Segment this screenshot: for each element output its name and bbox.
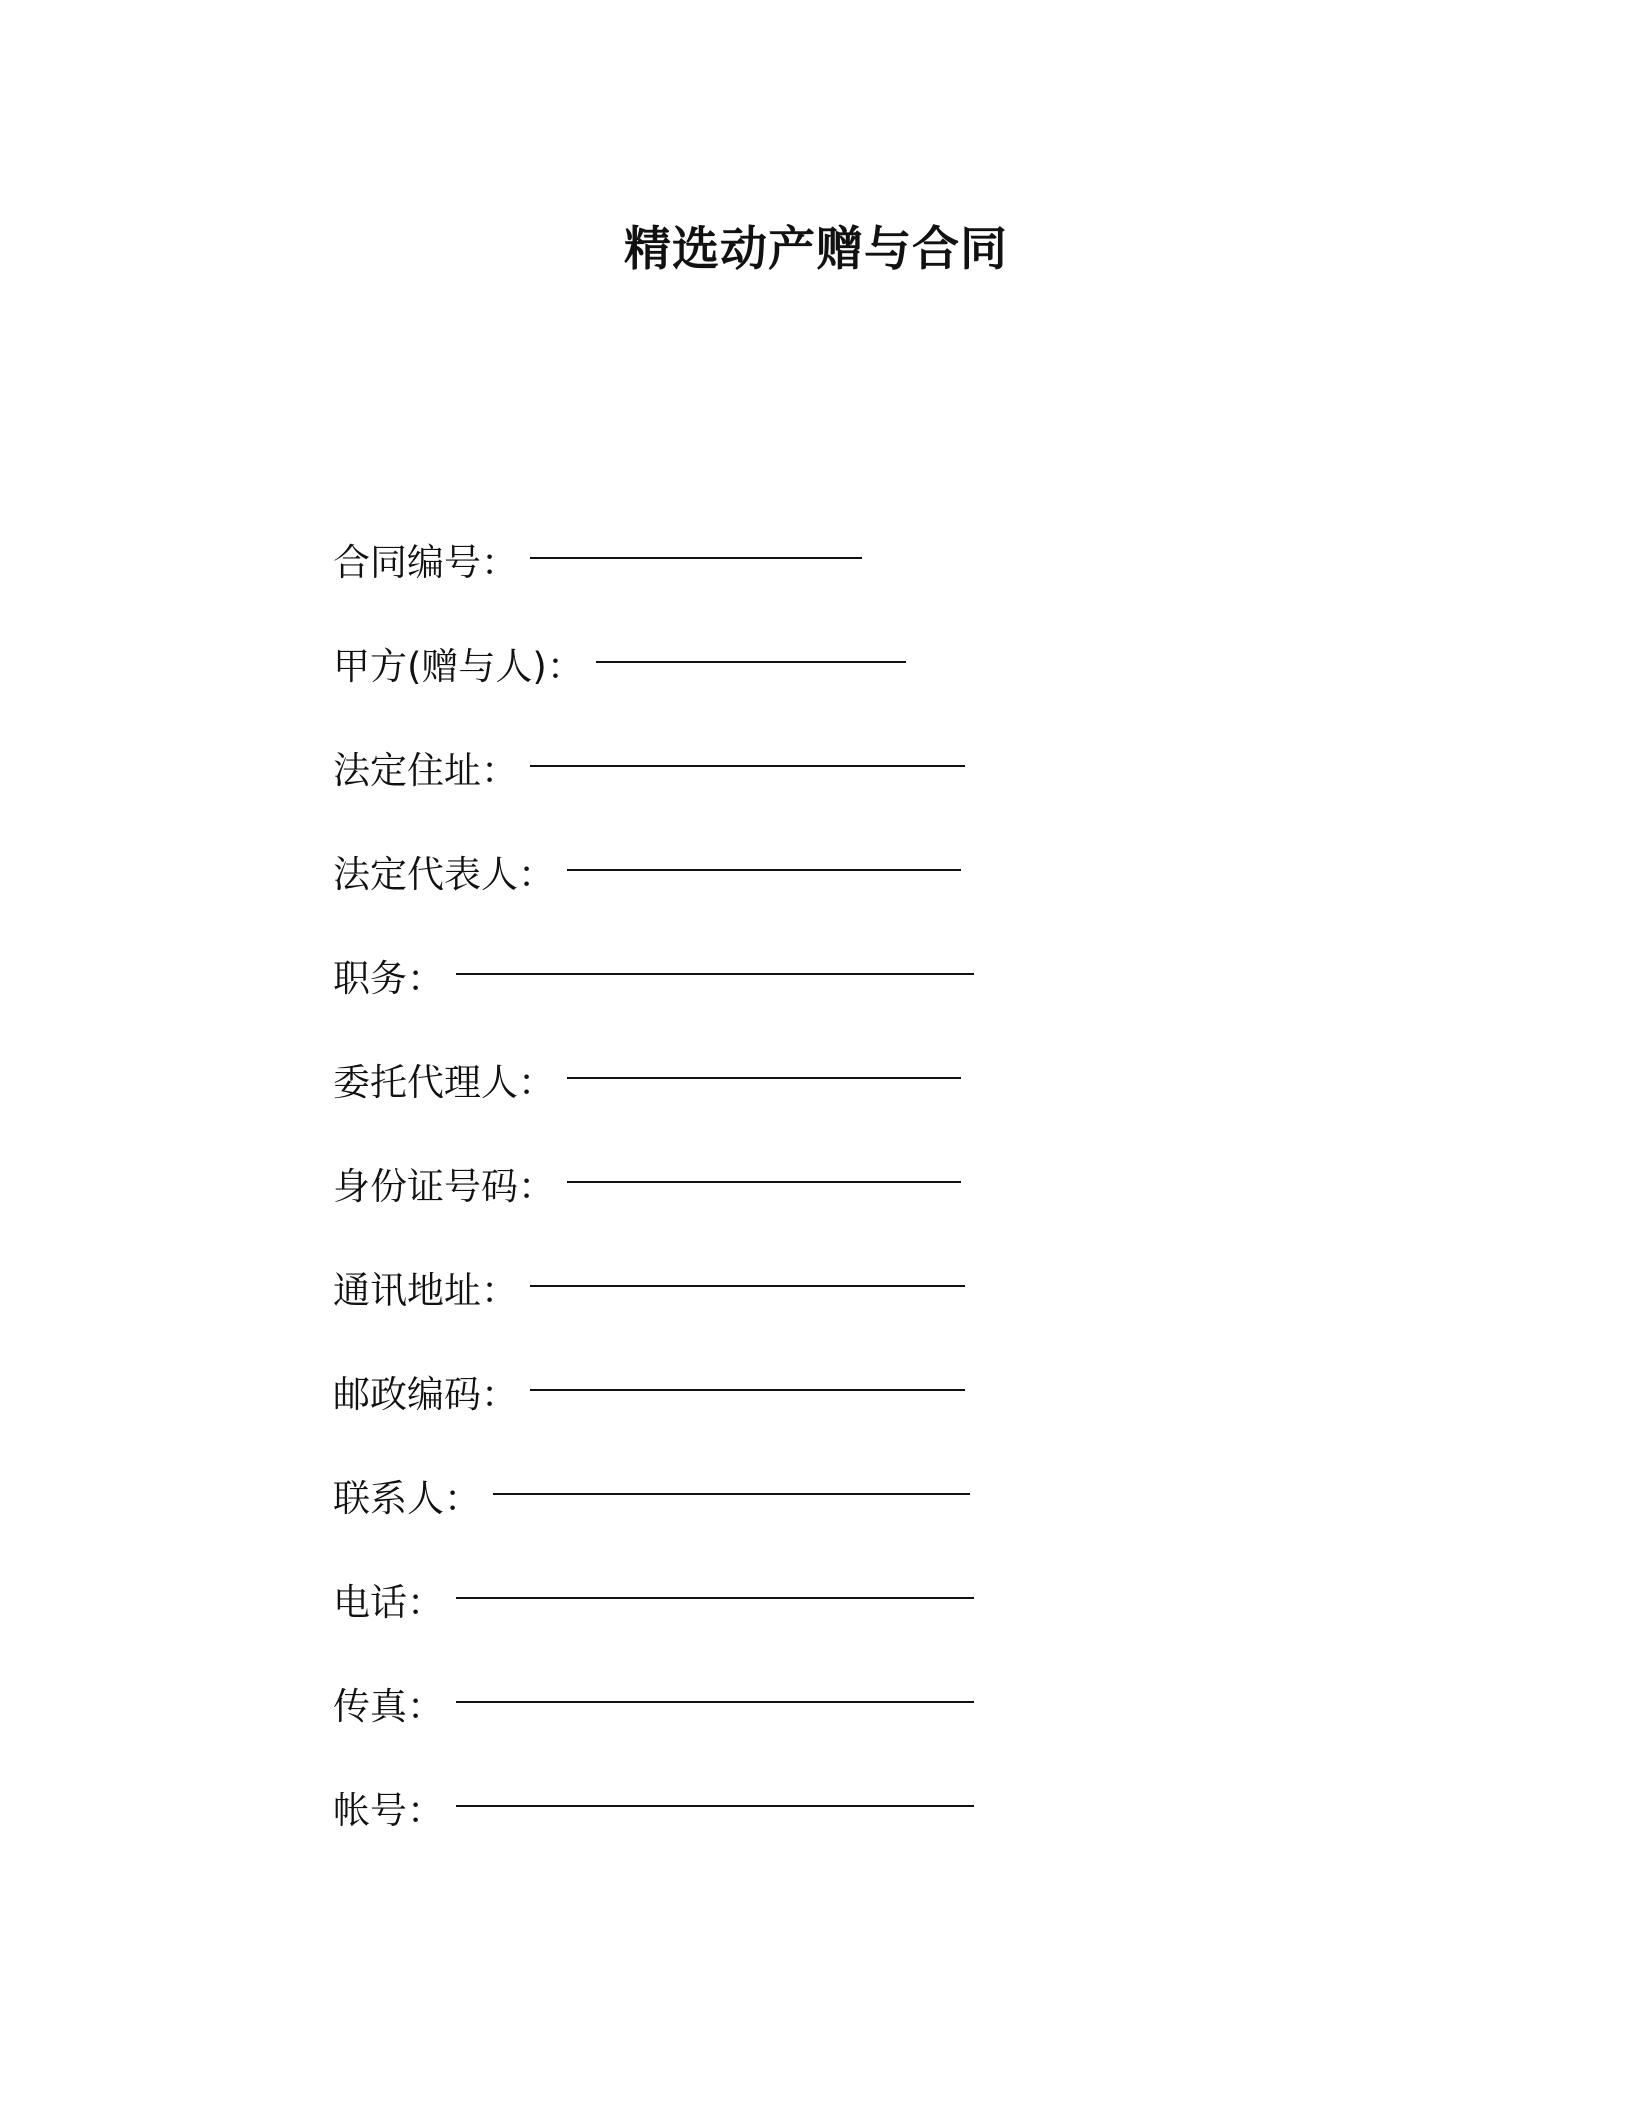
field-label: 传真：	[333, 1685, 444, 1728]
field-label: 甲方(赠与人)：	[333, 645, 584, 688]
field-mailing-address	[333, 1215, 974, 1319]
field-fax	[333, 1631, 974, 1735]
field-label: 帐号：	[333, 1789, 444, 1832]
contract-field-list	[333, 487, 974, 1839]
field-party-a-donor	[333, 591, 974, 695]
field-postal-code	[333, 1319, 974, 1423]
field-account-number	[333, 1735, 974, 1839]
field-authorized-agent	[333, 1007, 974, 1111]
field-id-number	[333, 1111, 974, 1215]
field-label: 合同编号：	[333, 541, 518, 584]
field-label: 邮政编码：	[333, 1373, 518, 1416]
blank-fill-line[interactable]	[567, 869, 961, 871]
field-label: 电话：	[333, 1581, 444, 1624]
field-contract-number	[333, 487, 974, 591]
blank-fill-line[interactable]	[456, 1805, 974, 1807]
field-position	[333, 903, 974, 1007]
field-phone	[333, 1527, 974, 1631]
blank-fill-line[interactable]	[596, 661, 906, 663]
blank-fill-line[interactable]	[456, 1701, 974, 1703]
field-label: 联系人：	[333, 1477, 481, 1520]
field-label: 法定代表人：	[333, 853, 555, 896]
field-label: 委托代理人：	[333, 1061, 555, 1104]
document-title: 精选动产赠与合同	[624, 222, 1008, 277]
field-legal-representative	[333, 799, 974, 903]
blank-fill-line[interactable]	[456, 973, 974, 975]
blank-fill-line[interactable]	[567, 1077, 961, 1079]
blank-fill-line[interactable]	[530, 1285, 965, 1287]
field-label: 法定住址：	[333, 749, 518, 792]
field-label: 通讯地址：	[333, 1269, 518, 1312]
field-label: 职务：	[333, 957, 444, 1000]
blank-fill-line[interactable]	[456, 1597, 974, 1599]
blank-fill-line[interactable]	[530, 765, 965, 767]
field-label: 身份证号码：	[333, 1165, 555, 1208]
field-contact-person	[333, 1423, 974, 1527]
blank-fill-line[interactable]	[493, 1493, 970, 1495]
blank-fill-line[interactable]	[530, 1389, 965, 1391]
field-legal-address	[333, 695, 974, 799]
blank-fill-line[interactable]	[567, 1181, 961, 1183]
blank-fill-line[interactable]	[530, 557, 862, 559]
